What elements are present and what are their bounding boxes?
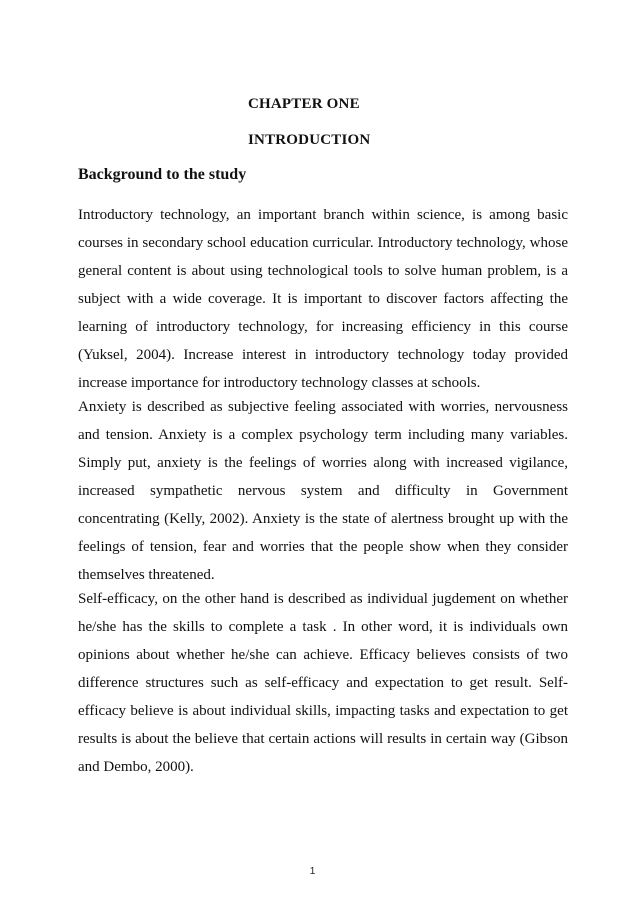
chapter-number: CHAPTER ONE	[248, 96, 360, 112]
section-heading: Background to the study	[78, 166, 247, 183]
paragraph-anxiety: Anxiety is described as subjective feeling associated with worries, nervousness and tension. Anxiety is a complex psychology term including many variables. Simply put, anxiety is the feelings of worries along with increased vigilance, increased sympathetic nervous system and difficulty in Government concentrating (Kelly, 2002). Anxiety is the state of alertness brought up with the feelings of tension, fear and worries that the people show when they consider themselves threatened.	[78, 399, 568, 583]
paragraph-introductory-technology: Introductory technology, an important branch within science, is among basic courses in secondary school education curricular. Introductory technology, whose general content is about using technological tools to solve human problem, is a subject with a wide coverage. It is important to discover factors affecting the learning of introductory technology, for increasing efficiency in this course (Yuksel, 2004). Increase interest in introductory technology today provided increase importance for introductory technology classes at schools.	[78, 207, 568, 391]
paragraph-self-efficacy: Self-efficacy, on the other hand is described as individual jugdement on whether he/she has the skills to complete a task . In other word, it is individuals own opinions about whether he/she can achieve. Efficacy believes consists of two difference structures such as self-efficacy and expectation to get result. Self-efficacy believe is about individual skills, impacting tasks and expectation to get results is about the believe that certain actions will results in certain way (Gibson and Dembo, 2000).	[78, 591, 568, 775]
chapter-title: INTRODUCTION	[248, 132, 371, 148]
page-number: 1	[309, 866, 316, 877]
